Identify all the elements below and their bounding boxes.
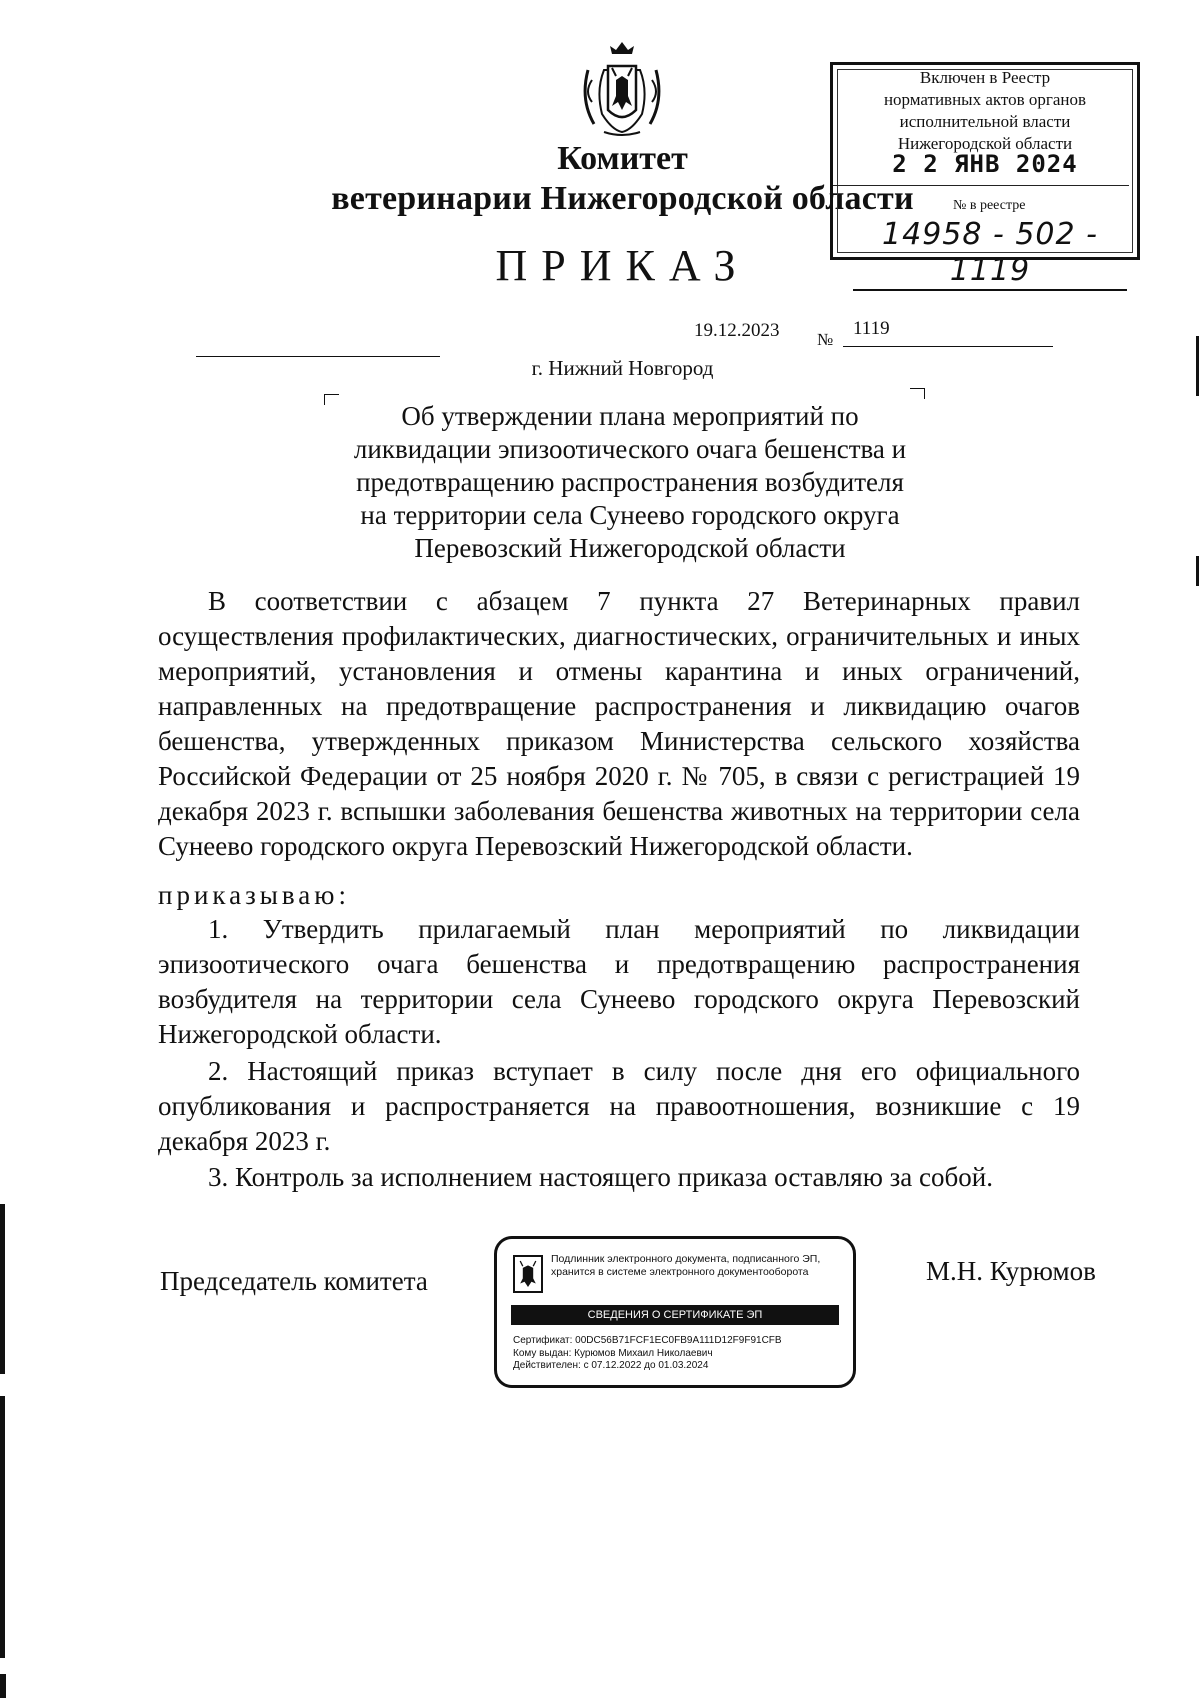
preamble-paragraph: В соответствии с абзацем 7 пункта 27 Ветеринарных правил осуществления профилактических, диагностических, ограничительных и иных мероприятий, установления и отмены карантина и иных ограничений, направленных на предотвращение распространения и ликвидацию очагов бешенства, утвержденных приказом Министерства сельского хозяйства Российской Федерации от 25 ноября 2020 г. № 705, в связи с регистрацией 19 декабря 2023 г. вспышки заболевания бешенства животных на территории села Сунеево городского округа Перевозский Нижегородской области.	[158, 586, 1080, 861]
committee-subtitle: ветеринарии Нижегородской области	[331, 180, 914, 217]
registry-stamp-line: Нижегородской области	[897, 134, 1073, 153]
subject-line: предотвращению распространения возбудителя	[356, 467, 904, 497]
number-sign: №	[817, 330, 834, 349]
subject-line: ликвидации эпизоотического очага бешенства и	[353, 434, 907, 464]
committee-title: Комитет	[557, 140, 688, 177]
registry-stamp-date: 2 2 ЯНВ 2024	[892, 150, 1078, 178]
scan-edge-mark	[0, 1204, 5, 1374]
subject-line: Перевозский Нижегородской области	[414, 533, 846, 563]
signer-name: М.Н. Курюмов	[926, 1256, 1096, 1286]
ep-issued-to: Кому выдан: Курюмов Михаил Николаевич	[513, 1347, 713, 1359]
number-underline	[843, 346, 1053, 347]
registry-stamp-line: Включен в Реестр	[919, 68, 1051, 87]
ep-certificate: Сертификат: 00DC56B71FCF1EC0FB9A111D12F9F91CFB	[513, 1335, 782, 1346]
scan-edge-mark	[1196, 556, 1199, 586]
electronic-signature-stamp	[494, 1236, 856, 1388]
registry-stamp	[830, 62, 1140, 288]
scan-edge-mark	[0, 1396, 5, 1658]
ep-stamp-line: Подлинник электронного документа, подписанного ЭП,	[551, 1253, 821, 1265]
subject-line: на территории села Сунеево городского округа	[360, 500, 900, 530]
scan-edge-mark	[0, 1674, 6, 1698]
signer-title: Председатель комитета	[160, 1266, 428, 1296]
order-number: 1119	[853, 318, 890, 339]
order-item-3: 3. Контроль за исполнением настоящего приказа оставляю за собой.	[208, 1162, 993, 1192]
registry-stamp-line: нормативных актов органов	[883, 90, 1087, 109]
deer-emblem-icon	[513, 1255, 543, 1293]
order-subject	[300, 400, 960, 565]
city: г. Нижний Новгород	[531, 356, 714, 380]
order-date: 19.12.2023	[694, 320, 780, 341]
order-item-2: 2. Настоящий приказ вступает в силу после дня его официального опубликования и распространяется на правоотношения, возникшие с 19 декабря 2023 г.	[158, 1056, 1080, 1156]
document-type: ПРИКАЗ	[495, 241, 750, 290]
ep-certificate-header: СВЕДЕНИЯ О СЕРТИФИКАТЕ ЭП	[511, 1305, 839, 1325]
coat-of-arms-icon	[574, 40, 670, 140]
registry-number: 14958 - 502 - 1119	[853, 217, 1127, 291]
registry-number-label: № в реестре	[953, 198, 1026, 213]
order-word: приказываю:	[158, 880, 350, 910]
subject-line: Об утверждении плана мероприятий по	[401, 401, 859, 431]
ep-stamp-line: хранится в системе электронного документооборота	[551, 1266, 809, 1278]
registry-stamp-line: исполнительной власти	[899, 112, 1071, 131]
scan-edge-mark	[1196, 336, 1199, 396]
subject-bracket-right	[910, 388, 925, 399]
ep-validity: Действителен: с 07.12.2022 до 01.03.2024	[513, 1360, 709, 1371]
order-item-1: 1. Утвердить прилагаемый план мероприятий по ликвидации эпизоотического очага бешенства и предотвращению распространения возбудителя на территории села Сунеево городского округа Перевозский Нижегородской области.	[158, 914, 1080, 1049]
